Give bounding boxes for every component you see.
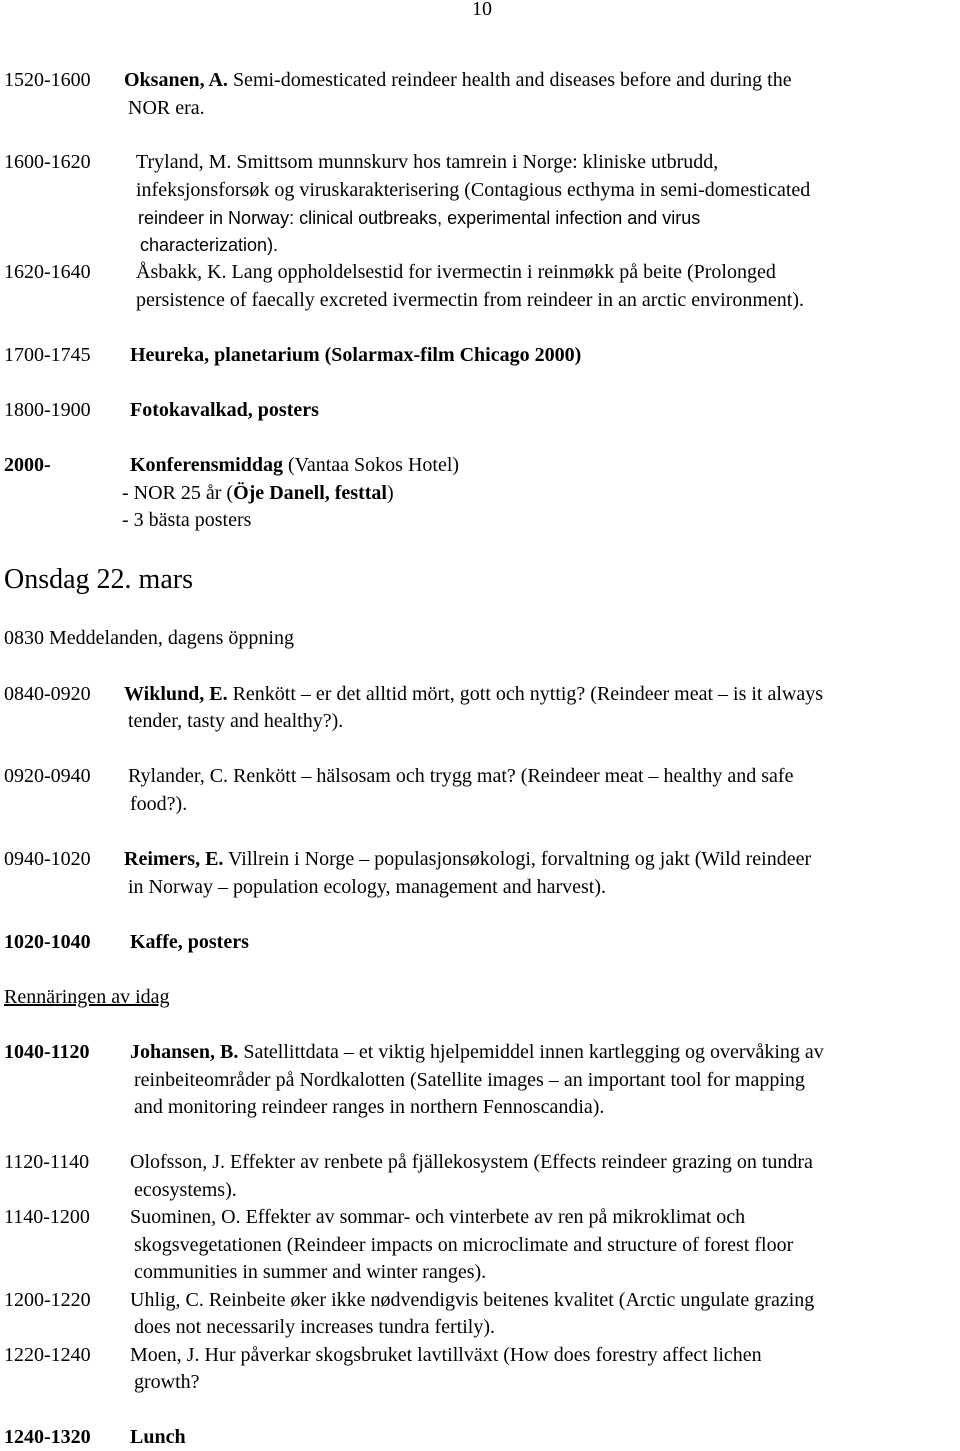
entry-1620-line1	[136, 258, 776, 286]
event-heureka: Heureka, planetarium (Solarmax-film Chicago 2000)	[130, 344, 582, 366]
entry-0840-line1	[124, 680, 823, 708]
entry-text: Renkött – hälsosam och trygg mat? (Reindeer meat – healthy and safe	[228, 765, 794, 787]
entry-1600-line3: reindeer in Norway: clinical outbreaks, experimental infection and virus	[138, 208, 701, 228]
entry-1220-line2: growth?	[134, 1371, 200, 1393]
entry-text: Semi-domesticated reindeer health and diseases before and during the	[227, 69, 792, 91]
entry-1220-line1	[130, 1341, 762, 1369]
entry-1520-line1	[124, 66, 792, 94]
dinner-location: (Vantaa Sokos Hotel)	[282, 454, 460, 476]
entry-text: Satellittdata – et viktig hjelpemiddel innen kartlegging og overvåking av	[238, 1041, 824, 1063]
entry-0940-line1	[124, 845, 811, 873]
dinner-sub1: - NOR 25 år (Öje Danell, festtal)	[122, 482, 394, 504]
entry-0920-line1	[128, 762, 793, 790]
time-1240: 1240-1320	[4, 1426, 91, 1448]
time-1040: 1040-1120	[4, 1041, 90, 1063]
entry-text: Reinbeite øker ikke nødvendigvis beitenes kvalitet (Arctic ungulate grazing	[203, 1289, 815, 1311]
author: Suominen, O.	[130, 1206, 241, 1228]
time-1140: 1140-1200	[4, 1206, 90, 1228]
entry-1140-line1	[130, 1203, 745, 1231]
entry-1040-line1	[130, 1038, 824, 1066]
time-1620: 1620-1640	[4, 261, 91, 283]
author: Tryland, M.	[136, 151, 232, 173]
time-0940: 0940-1020	[4, 848, 91, 870]
time-0840: 0840-0920	[4, 683, 91, 705]
event-lunch: Lunch	[130, 1426, 186, 1448]
entry-text: Effekter av renbete på fjällekosystem (Effects reindeer grazing on tundra	[225, 1151, 813, 1173]
entry-1140-line3: communities in summer and winter ranges).	[134, 1261, 487, 1283]
event-coffee: Kaffe, posters	[130, 931, 249, 953]
entry-0920-line2: food?).	[130, 793, 188, 815]
entry-1120-line1	[130, 1148, 813, 1176]
entry-text: Smittsom munnskurv hos tamrein i Norge: kliniske utbrudd,	[231, 151, 719, 173]
section-heading: Rennäringen av idag	[4, 986, 170, 1008]
event-dinner	[130, 451, 459, 479]
time-1600: 1600-1620	[4, 151, 91, 173]
entry-text: Hur påverkar skogsbruket lavtillväxt (How does forestry affect lichen	[199, 1344, 762, 1366]
author: Wiklund, E.	[124, 683, 228, 705]
entry-1600-line2: infeksjonsforsøk og viruskarakterisering (Contagious ecthyma in semi-domesticated	[136, 179, 811, 201]
dinner-title: Konferensmiddag	[130, 454, 283, 476]
time-1020: 1020-1040	[4, 931, 91, 953]
page-number: 10	[472, 0, 492, 20]
entry-1040-line3: and monitoring reindeer ranges in northern Fennoscandia).	[134, 1096, 605, 1118]
event-posters: Fotokavalkad, posters	[130, 399, 319, 421]
time-2000: 2000-	[4, 454, 51, 476]
entry-0940-line2: in Norway – population ecology, management and harvest).	[128, 876, 607, 898]
dinner-sub2: - 3 bästa posters	[122, 509, 252, 531]
entry-1600-line4: characterization).	[140, 235, 279, 255]
time-1120: 1120-1140	[4, 1151, 90, 1173]
day-heading: Onsdag 22. mars	[4, 564, 193, 595]
entry-text: Renkött – er det alltid mört, gott och nyttig? (Reindeer meat – is it always	[227, 683, 824, 705]
author: Olofsson, J.	[130, 1151, 226, 1173]
author: Johansen, B.	[130, 1041, 239, 1063]
author: Rylander, C.	[128, 765, 229, 787]
entry-text: Effekter av sommar- och vinterbete av ren på mikroklimat och	[240, 1206, 746, 1228]
entry-text: Villrein i Norge – populasjonsøkologi, forvaltning og jakt (Wild reindeer	[223, 848, 812, 870]
time-1200: 1200-1220	[4, 1289, 91, 1311]
time-1520: 1520-1600	[4, 69, 91, 91]
author: Uhlig, C.	[130, 1289, 204, 1311]
opening: 0830 Meddelanden, dagens öppning	[4, 627, 294, 649]
entry-1600-line1	[136, 148, 718, 176]
author: Oksanen, A.	[124, 69, 228, 91]
entry-text: Lang oppholdelsestid for ivermectin i reinmøkk på beite (Prolonged	[226, 261, 776, 283]
entry-1140-line2: skogsvegetationen (Reindeer impacts on microclimate and structure of forest floor	[134, 1234, 794, 1256]
time-1800: 1800-1900	[4, 399, 91, 421]
entry-0840-line2: tender, tasty and healthy?).	[128, 710, 344, 732]
entry-1040-line2: reinbeiteområder på Nordkalotten (Satellite images – an important tool for mapping	[134, 1069, 805, 1091]
time-1220: 1220-1240	[4, 1344, 91, 1366]
author: Moen, J.	[130, 1344, 200, 1366]
entry-1120-line2: ecosystems).	[134, 1179, 237, 1201]
time-1700: 1700-1745	[4, 344, 91, 366]
time-0920: 0920-0940	[4, 765, 91, 787]
entry-1520-line2: NOR era.	[128, 97, 205, 119]
author: Reimers, E.	[124, 848, 224, 870]
entry-1200-line1	[130, 1286, 814, 1314]
entry-1620-line2: persistence of faecally excreted ivermectin from reindeer in an arctic environment).	[136, 289, 804, 311]
author: Åsbakk, K.	[136, 261, 227, 283]
entry-1200-line2: does not necessarily increases tundra fertily).	[134, 1316, 495, 1338]
